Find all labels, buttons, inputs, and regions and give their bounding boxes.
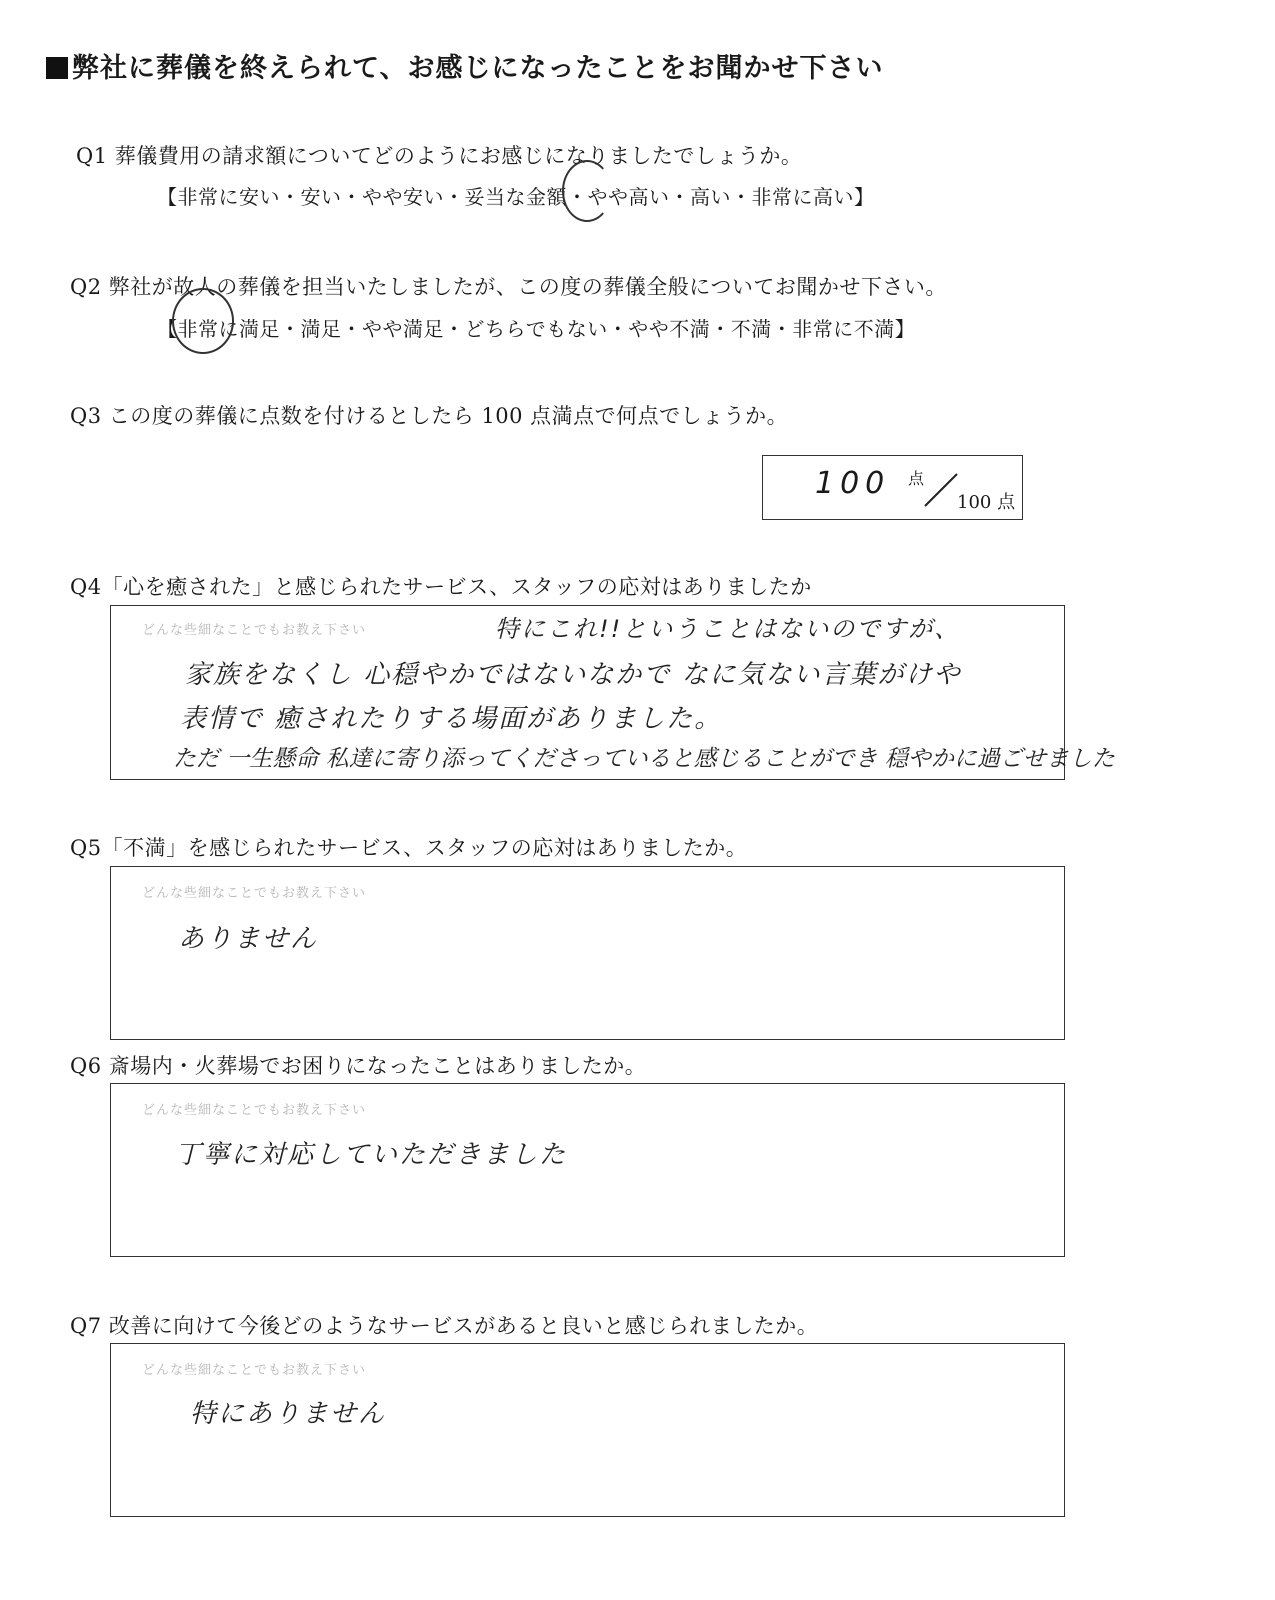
q4-hint: どんな些細なことでもお教え下さい bbox=[142, 623, 367, 638]
q1-selection-circle bbox=[562, 160, 612, 222]
score-unit: 点 bbox=[908, 469, 925, 488]
q6-hint: どんな些細なことでもお教え下さい bbox=[142, 1103, 367, 1118]
page-title bbox=[46, 46, 883, 85]
page-title-text: 弊社に葬儀を終えられて、お感じになったことをお聞かせ下さい bbox=[72, 53, 884, 84]
q2-question: Q2 弊社が故人の葬儀を担当いたしましたが、この度の葬儀全般についてお聞かせ下さい。 bbox=[70, 275, 947, 299]
q6-question: Q6 斎場内・火葬場でお困りになったことはありましたか。 bbox=[70, 1054, 647, 1078]
q7-question: Q7 改善に向けて今後どのようなサービスがあると良いと感じられましたか。 bbox=[70, 1314, 819, 1338]
q7-answer: 特にありません bbox=[190, 1399, 387, 1429]
q3-question: Q3 この度の葬儀に点数を付けるとしたら 100 点満点で何点でしょうか。 bbox=[70, 404, 789, 428]
q5-answer: ありません bbox=[178, 924, 319, 954]
q6-answer: 丁寧に対応していただきました bbox=[175, 1140, 568, 1170]
square-bullet-icon bbox=[46, 57, 68, 79]
q1-options[interactable]: 【非常に安い・安い・やや安い・妥当な金額・やや高い・高い・非常に高い】 bbox=[157, 185, 875, 209]
q2-selection-circle bbox=[172, 288, 234, 354]
q4-answer-line-3: 表情で 癒されたりする場面がありました。 bbox=[180, 704, 723, 734]
q5-question: Q5「不満」を感じられたサービス、スタッフの応対はありましたか。 bbox=[70, 836, 748, 860]
score-value: 100 bbox=[815, 466, 891, 501]
q2-options[interactable]: 【非常に満足・満足・やや満足・どちらでもない・やや不満・不満・非常に不満】 bbox=[157, 317, 916, 341]
score-max: 100 点 bbox=[957, 492, 1016, 513]
q4-answer-line-4: ただ 一生懸命 私達に寄り添ってくださっていると感じることができ 穏やかに過ごせました bbox=[173, 746, 1115, 772]
q7-hint: どんな些細なことでもお教え下さい bbox=[142, 1363, 367, 1378]
q5-hint: どんな些細なことでもお教え下さい bbox=[142, 886, 367, 901]
q4-question: Q4「心を癒された」と感じられたサービス、スタッフの応対はありましたか bbox=[70, 575, 812, 599]
slash-mark bbox=[921, 470, 961, 510]
score-box[interactable] bbox=[762, 455, 1023, 520]
q4-answer-line-1: 特にこれ!!ということはないのですが、 bbox=[495, 615, 961, 643]
q1-question: Q1 葬儀費用の請求額についてどのようにお感じになりましたでしょうか。 bbox=[76, 144, 803, 168]
q4-answer-line-2: 家族をなくし 心穏やかではないなかで なに気ない言葉がけや bbox=[185, 660, 962, 690]
